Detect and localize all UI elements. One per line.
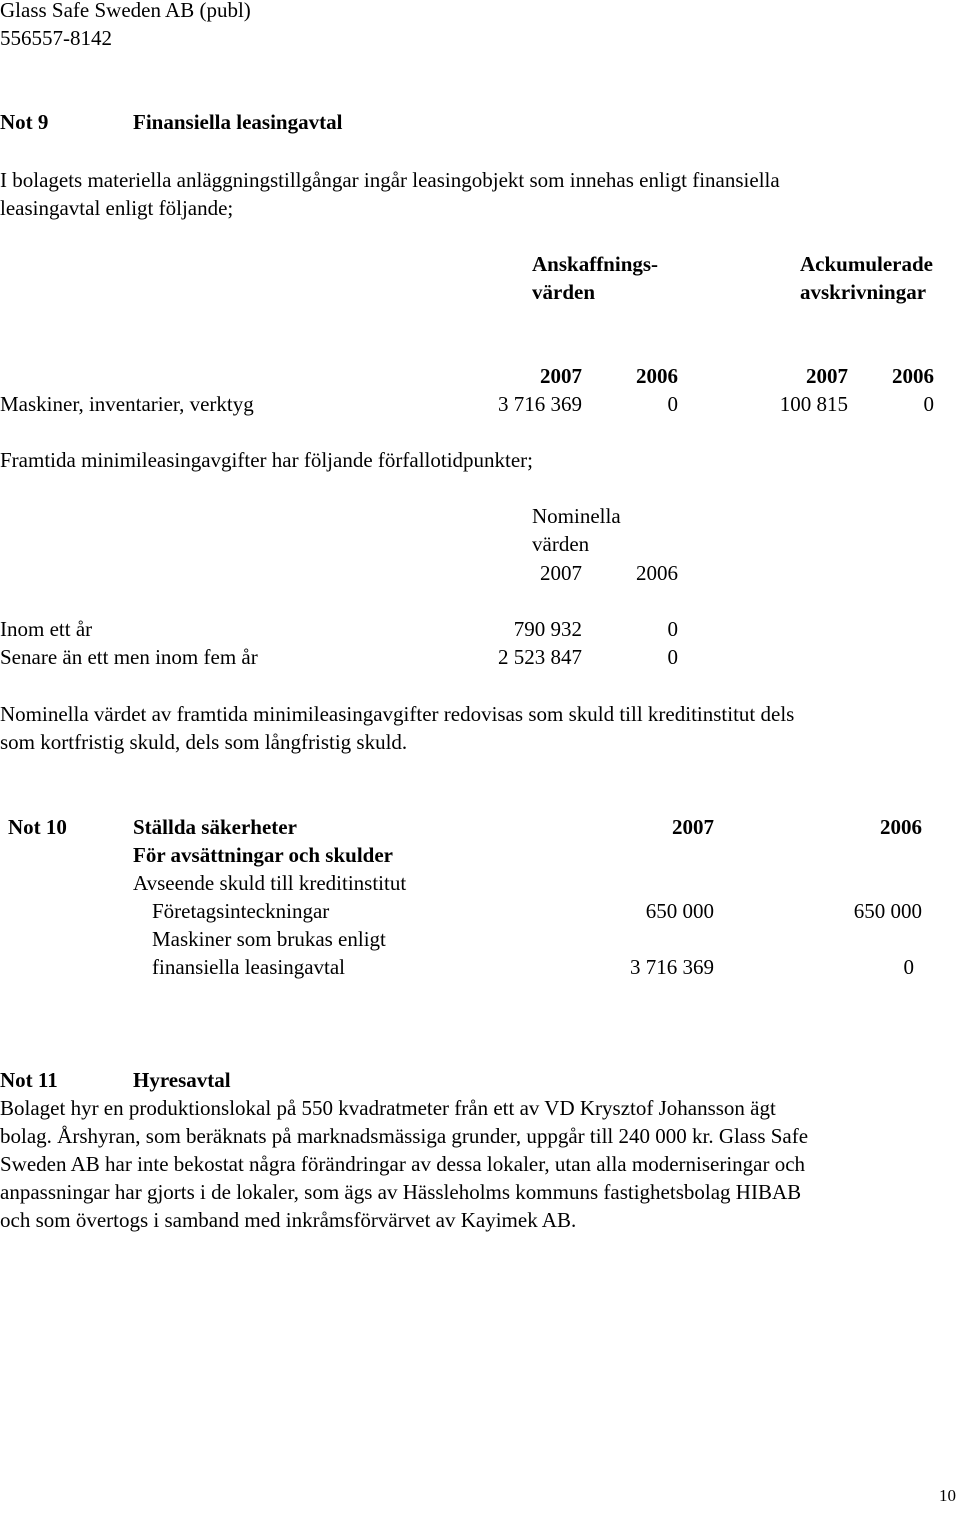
col-group1-heading-line2: värden (532, 280, 595, 304)
maturity-row-label: Inom ett år (0, 617, 93, 641)
note10-number: Not 10 (8, 815, 67, 839)
col-group1-heading-line1: Anskaffnings- (532, 252, 659, 276)
year-header: 2006 (892, 364, 934, 388)
asset-row-value: 3 716 369 (498, 392, 582, 416)
org-number: 556557-8142 (0, 26, 112, 50)
maturity-row-value: 790 932 (513, 617, 582, 641)
note10-row-value: 3 716 369 (630, 955, 714, 979)
nominal-heading-line2: värden (532, 532, 590, 556)
year-header: 2007 (540, 364, 582, 388)
asset-row-label: Maskiner, inventarier, verktyg (0, 392, 254, 416)
nominal-year-header: 2006 (636, 561, 678, 585)
maturity-row-value: 0 (667, 617, 678, 641)
col-group2-heading-line2: avskrivningar (800, 280, 927, 304)
note10-title: Ställda säkerheter (133, 815, 297, 839)
maturity-row-value: 0 (667, 645, 678, 669)
asset-row-value: 0 (667, 392, 678, 416)
note11-number: Not 11 (0, 1068, 58, 1092)
page-number: 10 (939, 1486, 956, 1505)
note10-row-value: 650 000 (853, 899, 922, 923)
note9-intro-line2: leasingavtal enligt följande; (0, 196, 234, 220)
note11-paragraph-line: och som övertogs i samband med inkråmsförvärvet av Kayimek AB. (0, 1208, 577, 1232)
nominal-heading-line1: Nominella (532, 504, 621, 528)
note9-closing-line1: Nominella värdet av framtida minimileasingavgifter redovisas som skuld till kreditinstitut dels (0, 702, 795, 726)
year-header: 2007 (806, 364, 848, 388)
note10-subtitle: För avsättningar och skulder (133, 843, 393, 867)
future-payments-intro: Framtida minimileasingavgifter har följande förfallotidpunkter; (0, 448, 534, 472)
maturity-row-label: Senare än ett men inom fem år (0, 645, 258, 669)
asset-row-value: 0 (923, 392, 934, 416)
maturity-row-value: 2 523 847 (498, 645, 582, 669)
note10-row-label: finansiella leasingavtal (152, 955, 346, 979)
note10-year-header: 2006 (880, 815, 922, 839)
nominal-year-header: 2007 (540, 561, 582, 585)
note11-paragraph-line: bolag. Årshyran, som beräknats på marknadsmässiga grunder, uppgår till 240 000 kr. Glass Safe (0, 1124, 809, 1148)
note9-title: Finansiella leasingavtal (133, 110, 343, 134)
note9-intro-line1: I bolagets materiella anläggningstillgångar ingår leasingobjekt som innehas enligt finansiella (0, 168, 780, 192)
note9-closing-line2: som kortfristig skuld, dels som långfristig skuld. (0, 730, 408, 754)
note11-paragraph-line: Sweden AB har inte bekostat några förändringar av dessa lokaler, utan alla moderniseringar och (0, 1152, 806, 1176)
col-group2-heading-line1: Ackumulerade (800, 252, 933, 276)
year-header: 2006 (636, 364, 678, 388)
note9-number: Not 9 (0, 110, 49, 134)
asset-row-value: 100 815 (779, 392, 848, 416)
note10-row-label: Företagsinteckningar (152, 899, 330, 923)
note10-row-value: 650 000 (645, 899, 714, 923)
note10-section: Avseende skuld till kreditinstitut (133, 871, 407, 895)
note10-year-header: 2007 (672, 815, 714, 839)
note10-row-value: 0 (903, 955, 914, 979)
note11-title: Hyresavtal (133, 1068, 231, 1092)
note11-paragraph-line: anpassningar har gjorts i de lokaler, som ägs av Hässleholms kommuns fastighetsbolag HIBAB (0, 1180, 802, 1204)
note10-row-label: Maskiner som brukas enligt (152, 927, 386, 951)
company-name: Glass Safe Sweden AB (publ) (0, 0, 251, 22)
note11-paragraph-line: Bolaget hyr en produktionslokal på 550 kvadratmeter från ett av VD Krysztof Johansson ägt (0, 1096, 776, 1120)
